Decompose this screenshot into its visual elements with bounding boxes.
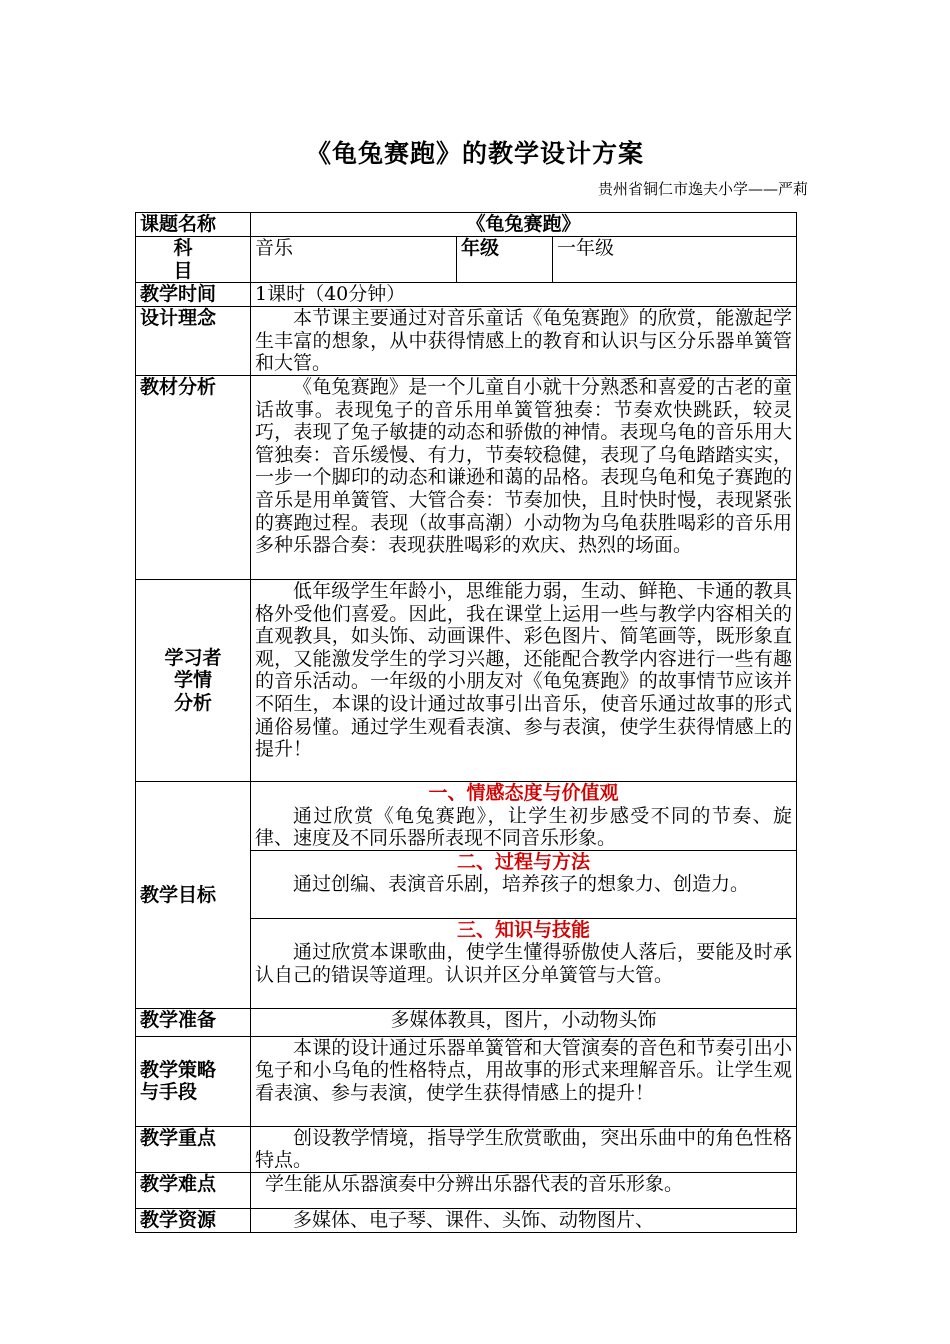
row-key-point bbox=[136, 1126, 797, 1172]
concept-text: 本节课主要通过对音乐童话《龟兔赛跑》的欣赏，能激起学生丰富的想象，从中获得情感上的教育和认识与区分乐器单簧管和大管。 bbox=[251, 307, 797, 376]
preparation-label: 教学准备 bbox=[136, 1008, 251, 1036]
strategy-label bbox=[136, 1036, 251, 1126]
grade-value: 一年级 bbox=[553, 237, 797, 283]
goal-section bbox=[251, 850, 797, 918]
goal-text: 通过欣赏《龟兔赛跑》，让学生初步感受不同的节奏、旋律、速度及不同乐器所表现不同音乐形象。 bbox=[255, 804, 793, 850]
key-point-text: 创设教学情境，指导学生欣赏歌曲，突出乐曲中的角色性格特点。 bbox=[251, 1126, 797, 1172]
time-label: 教学时间 bbox=[136, 283, 251, 307]
time-value: 1课时（40分钟） bbox=[251, 283, 797, 307]
key-point-label: 教学重点 bbox=[136, 1126, 251, 1172]
goals-label: 教学目标 bbox=[136, 781, 251, 1008]
strategy-label-line: 教学策略 bbox=[140, 1058, 217, 1081]
material-label: 教材分析 bbox=[136, 375, 251, 579]
material-text: 《龟兔赛跑》是一个儿童自小就十分熟悉和喜爱的古老的童话故事。表现兔子的音乐用单簧管独奏：节奏欢快跳跃，较灵巧，表现了兔子敏捷的动态和骄傲的神情。表现乌龟的音乐用大管独奏：音乐缓慢、有力，节奏较稳健，表现了乌龟踏踏实实，一步一个脚印的动态和谦逊和蔼的品格。表现乌龟和兔子赛跑的音乐是用单簧管、大管合奏：节奏加快，且时快时慢，表现紧张的赛跑过程。表现（故事高潮）小动物为乌龟获胜喝彩的音乐用多种乐器合奏：表现获胜喝彩的欢庆、热烈的场面。 bbox=[251, 375, 797, 579]
grade-label: 年级 bbox=[457, 237, 553, 283]
row-time bbox=[136, 283, 797, 307]
document-title: 《龟兔赛跑》的教学设计方案 bbox=[305, 139, 644, 168]
goal-heading: 二、过程与方法 bbox=[457, 850, 591, 873]
row-concept bbox=[136, 307, 797, 376]
lesson-plan-table bbox=[135, 212, 797, 1233]
row-topic bbox=[136, 213, 797, 237]
resources-text: 多媒体、电子琴、课件、头饰、动物图片、 bbox=[251, 1208, 797, 1232]
goal-section bbox=[251, 781, 797, 850]
difficulty-label: 教学难点 bbox=[136, 1172, 251, 1208]
learner-label-line: 分析 bbox=[173, 691, 212, 714]
learner-label-line: 学习者 bbox=[164, 646, 222, 669]
topic-value: 《龟兔赛跑》 bbox=[251, 213, 797, 237]
author-line: 贵州省铜仁市逸夫小学——严莉 bbox=[597, 180, 808, 198]
preparation-value: 多媒体教具，图片，小动物头饰 bbox=[251, 1008, 797, 1036]
goal-text: 通过创编、表演音乐剧，培养孩子的想象力、创造力。 bbox=[293, 873, 750, 896]
row-preparation bbox=[136, 1008, 797, 1036]
difficulty-text: 学生能从乐器演奏中分辨出乐器代表的音乐形象。 bbox=[251, 1172, 797, 1208]
row-goal-1 bbox=[136, 781, 797, 850]
learner-label bbox=[136, 579, 251, 781]
strategy-label-line: 与手段 bbox=[140, 1081, 198, 1104]
goal-section bbox=[251, 918, 797, 1008]
goal-heading: 一、情感态度与价值观 bbox=[428, 781, 619, 804]
goal-heading: 三、知识与技能 bbox=[457, 918, 591, 941]
subject-label: 科 目 bbox=[136, 237, 251, 283]
goal-text: 通过欣赏本课歌曲，使学生懂得骄傲使人落后，要能及时承认自己的错误等道理。认识并区分单簧管与大管。 bbox=[255, 941, 793, 986]
row-strategy bbox=[136, 1036, 797, 1126]
row-resources bbox=[136, 1208, 797, 1232]
row-subject bbox=[136, 237, 797, 283]
concept-label: 设计理念 bbox=[136, 307, 251, 376]
subject-value: 音乐 bbox=[251, 237, 457, 283]
topic-label: 课题名称 bbox=[136, 213, 251, 237]
resources-label: 教学资源 bbox=[136, 1208, 251, 1232]
row-learner bbox=[136, 579, 797, 781]
row-material bbox=[136, 375, 797, 579]
learner-label-line: 学情 bbox=[173, 669, 212, 692]
row-difficulty bbox=[136, 1172, 797, 1208]
learner-text: 低年级学生年龄小，思维能力弱，生动、鲜艳、卡通的教具格外受他们喜爱。因此，我在课堂上运用一些与教学内容相关的直观教具，如头饰、动画课件、彩色图片、简笔画等，既形象直观，又能激发学生的学习兴趣，还能配合教学内容进行一些有趣的音乐活动。一年级的小朋友对《龟兔赛跑》的故事情节应该并不陌生，本课的设计通过故事引出音乐，使音乐通过故事的形式通俗易懂。通过学生观看表演、参与表演，使学生获得情感上的提升！ bbox=[251, 579, 797, 781]
strategy-text: 本课的设计通过乐器单簧管和大管演奏的音色和节奏引出小兔子和小乌龟的性格特点，用故事的形式来理解音乐。让学生观看表演、参与表演，使学生获得情感上的提升！ bbox=[251, 1036, 797, 1126]
